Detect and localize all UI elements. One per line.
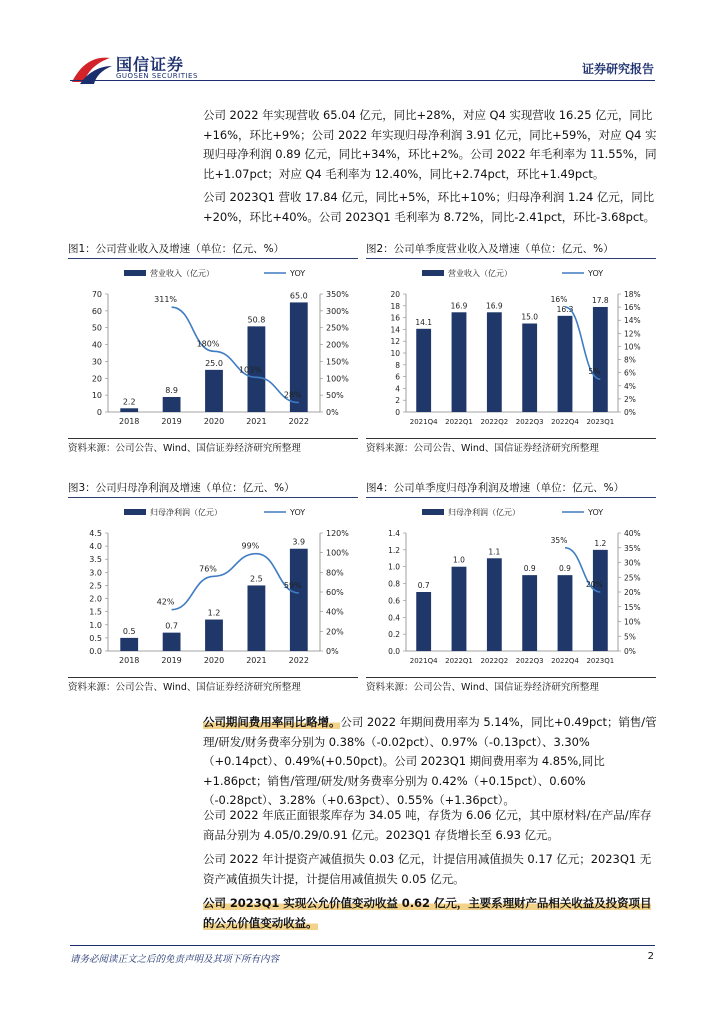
y-tick-label: 20 [390,290,400,299]
bar [558,575,573,651]
figure-title: 图1：公司营业收入及增速（单位：亿元、%） [68,240,358,259]
bar-value-label: 25.0 [205,358,223,368]
paragraph-inventory [203,806,658,845]
y2-tick-label: 25% [624,573,641,583]
y2-tick-label: 50% [326,391,344,401]
paragraph-text: 公司 2022 年实现营收 65.04 亿元，同比+28%，对应 Q4 实现营收 16.25 亿元，同比+16%，环比+9%；公司 2022 年实现归母净利润 3.91 亿元，同比+59%，对应 Q4 实现归母净利润 0.89 亿元，同比+34%，环比+2%。公司 2022 年毛利率为 11.55%，同比+1.07pct；对应 Q4 毛利率为 12.40%，同比+2.74pct，环比+1.49pct。 [203,108,657,181]
report-type: 证券研究报告 [581,62,654,76]
legend-label-bar: 营业收入（亿元） [448,269,512,278]
legend-swatch-bar [124,270,146,276]
footer-divider [70,945,655,946]
yoy-value-label: 42% [156,597,175,607]
yoy-value-label: 16% [550,295,568,305]
y-tick-label: 30 [91,357,102,367]
bar [558,316,573,412]
y-tick-label: 3.5 [89,555,102,565]
bar-value-label: 0.9 [559,564,571,574]
bar-value-label: 16.9 [485,301,503,311]
yoy-value-label: 20% [585,580,603,589]
paragraph-body: 公司 2022 年期间费用率为 5.14%，同比+0.49pct；销售/管理/研发/财务费率分别为 0.38%（-0.02pct）、0.97%（-0.13pct）、3.30%（+0.14pct）、0.49%(+0.50pct)。公司 2023Q1 期间费用率为 4.85%,同比+1.86pct；销售/管理/研发/财务费率分别为 0.42%（+0.15pct）、0.60%（-0.28pct）、3.28%（+0.63pct）、0.55%（+1.36pct）。 [203,715,657,807]
y2-tick-label: 30% [624,558,641,568]
bar-value-label: 0.7 [165,621,178,631]
y2-tick-label: 0% [624,408,636,417]
y2-tick-label: 16% [624,303,641,313]
bar [593,307,608,412]
x-tick-label: 2023Q1 [586,418,615,426]
y2-tick-label: 40% [326,607,344,617]
y-tick-label: 0.2 [388,630,400,640]
header-divider [70,80,655,81]
bar-value-label: 2.5 [250,574,263,584]
paragraph-text: 公司 2023Q1 营收 17.84 亿元，同比+5%，环比+10%；归母净利润 1.24 亿元，同比+20%，环比+40%。公司 2023Q1 毛利率为 8.72%，同比-2.41pct，环比-3.68pct。 [203,190,656,224]
y2-tick-label: 2% [624,394,636,404]
bar [487,312,502,412]
y-tick-label: 0.4 [388,613,400,623]
figure-title: 图3：公司归母净利润及增速（单位：亿元、%） [68,479,358,498]
y-tick-label: 2.5 [89,581,102,591]
x-tick-label: 2022Q4 [551,657,579,665]
y-tick-label: 70 [91,290,102,299]
legend-label-line: YOY [588,508,604,517]
y2-tick-label: 5% [624,632,636,642]
figure-source: 资料来源：公司公告、Wind、国信证券经济研究所整理 [366,677,656,695]
y-tick-label: 4 [395,384,400,394]
y-tick-label: 4.0 [89,542,102,552]
y-tick-label: 14 [390,325,400,335]
yoy-value-label: 35% [550,535,568,545]
y2-tick-label: 6% [624,368,636,378]
yoy-value-label: 103% [238,365,262,375]
y-tick-label: 1.5 [89,607,102,617]
legend-swatch-bar [124,509,146,515]
y2-tick-label: 10% [624,342,641,352]
x-tick-label: 2022Q3 [515,418,544,426]
x-tick-label: 2021Q4 [409,418,438,426]
bar-value-label: 0.9 [523,564,536,574]
y-tick-label: 4.5 [89,529,102,538]
x-tick-label: 2022 [288,417,309,426]
x-tick-label: 2021Q4 [409,657,438,665]
bar-value-label: 0.7 [417,581,430,590]
x-tick-label: 2018 [119,417,140,426]
y-tick-label: 0 [395,408,400,417]
y-tick-label: 10 [390,349,400,358]
bar-value-label: 16.9 [450,301,468,311]
legend-label-bar: 归母净利润（亿元） [150,508,222,517]
y-tick-label: 3.0 [89,568,102,578]
bar-value-label: 3.9 [292,537,306,547]
y-tick-label: 8 [395,360,400,370]
y-tick-label: 16 [390,313,400,323]
bar [452,312,467,412]
x-tick-label: 2020 [203,417,225,426]
bar-value-label: 1.1 [488,547,501,557]
yoy-value-label: 311% [154,295,178,305]
company-name-cn: 国信证券 [116,55,185,74]
bar-value-label: 1.0 [453,555,465,565]
paragraph-highlight: 公司 2023Q1 实现公允价值变动收益 0.62 亿元，主要系理财产品相关收益及投资项目的公允价值变动收益。 [203,896,652,930]
x-tick-label: 2021 [246,417,267,426]
yoy-value-label: 180% [196,339,220,349]
y2-tick-label: 120% [326,529,349,538]
y2-tick-label: 100% [326,548,349,558]
y2-tick-label: 0% [624,647,636,656]
x-tick-label: 2019 [161,417,182,426]
bar-value-label: 15.0 [521,312,539,322]
y-tick-label: 2.0 [89,594,102,604]
legend-label-line: YOY [290,269,306,278]
y2-tick-label: 4% [624,381,636,391]
x-tick-label: 2018 [119,656,140,665]
y2-tick-label: 10% [624,617,641,627]
x-tick-label: 2022Q1 [445,418,473,426]
chart-revenue-annual [68,262,358,436]
bar [163,397,181,412]
paragraph-text [203,713,658,811]
figure-3 [68,479,358,699]
legend-label-line: YOY [588,269,604,278]
y2-tick-label: 0% [326,408,339,417]
x-tick-label: 2020 [203,656,225,665]
x-tick-label: 2022Q3 [515,657,544,665]
yoy-line [172,554,299,610]
bar-value-label: 65.0 [289,291,308,301]
y-tick-label: 0.8 [388,579,400,589]
x-tick-label: 2022 [288,656,309,665]
paragraph-expense-ratio [203,713,658,811]
bar [120,408,138,412]
y2-tick-label: 250% [326,323,349,333]
y-tick-label: 40 [91,340,102,350]
bar [120,638,138,651]
bar-value-label: 16.3 [556,304,574,314]
y2-tick-label: 60% [326,588,344,597]
bar-value-label: 1.2 [207,608,221,618]
figure-source: 资料来源：公司公告、Wind、国信证券经济研究所整理 [68,438,358,456]
x-tick-label: 2022Q4 [551,418,579,426]
y-tick-label: 50 [91,323,102,333]
chart-net-profit-annual [68,501,358,675]
paragraph-text: 公司 2022 年底正面银浆库存为 34.05 吨，存货为 6.06 亿元，其中原材料/在产品/库存商品分别为 4.05/0.29/0.91 亿元。2023Q1 存货增长至 6.93 亿元。 [203,808,652,842]
x-tick-label: 2022Q2 [480,418,509,426]
figure-4 [366,479,656,699]
bar [452,567,467,651]
bar-value-label: 17.8 [591,295,609,305]
bar [163,633,181,651]
legend-label-bar: 归母净利润（亿元） [448,508,520,517]
bar [290,549,308,651]
paragraph-2022-results [203,106,658,184]
y-tick-label: 1.2 [388,545,400,555]
y2-tick-label: 0% [326,647,339,656]
bar [522,324,537,413]
paragraph-text: 公司 2022 年计提资产减值损失 0.03 亿元，计提信用减值损失 0.17 亿元；2023Q1 无资产减值损失计提，计提信用减值损失 0.05 亿元。 [203,852,652,886]
bar [416,592,431,651]
bar [593,550,608,651]
y2-tick-label: 20% [326,627,344,637]
y-tick-label: 12 [390,337,400,347]
y2-tick-label: 150% [326,357,349,367]
bar [247,585,265,651]
yoy-value-label: 28% [283,390,302,400]
y2-tick-label: 15% [624,602,641,612]
x-tick-label: 2022Q2 [480,657,509,665]
chart-revenue-quarterly [366,262,656,436]
bar [487,558,502,651]
y-tick-label: 1.0 [89,620,102,630]
y2-tick-label: 8% [624,355,636,365]
bar [205,620,223,651]
y2-tick-label: 14% [624,316,641,326]
legend-label-bar: 营业收入（亿元） [150,269,214,278]
y2-tick-label: 18% [624,290,641,299]
bar-value-label: 50.8 [247,315,266,325]
y-tick-label: 1.4 [388,529,400,538]
paragraph-fair-value [203,894,658,933]
y2-tick-label: 200% [326,340,349,350]
figure-title: 图2：公司单季度营业收入及增速（单位：亿元、%） [366,240,656,259]
paragraph-impairment [203,850,658,889]
bar [522,575,537,651]
company-name-en: GUOSEN SECURITIES [116,72,198,80]
figure-source: 资料来源：公司公告、Wind、国信证券经济研究所整理 [366,438,656,456]
paragraph-lead: 公司期间费用率同比略增。 [203,715,341,729]
y2-tick-label: 35% [624,543,641,553]
y-tick-label: 60 [91,306,102,316]
y-tick-label: 18 [390,301,400,311]
y2-tick-label: 80% [326,568,344,578]
x-tick-label: 2023Q1 [586,657,615,665]
bar-value-label: 14.1 [415,317,433,327]
yoy-line [172,307,299,402]
y2-tick-label: 100% [326,374,349,384]
bar [205,370,223,412]
bar-value-label: 1.2 [594,538,607,548]
x-tick-label: 2021 [246,656,267,665]
legend-swatch-bar [422,509,444,515]
y2-tick-label: 40% [624,529,641,538]
figure-title: 图4：公司单季度归母净利润及增速（单位：亿元、%） [366,479,656,498]
yoy-value-label: 76% [199,564,217,574]
bar-value-label: 0.5 [122,626,136,636]
y-tick-label: 6 [395,372,400,382]
y-tick-label: 0.0 [388,647,400,656]
paragraph-text [203,894,658,933]
yoy-value-label: 5% [588,367,601,377]
chart-net-profit-quarterly [366,501,656,675]
legend-swatch-bar [422,270,444,276]
figure-2 [366,240,656,460]
x-tick-label: 2019 [161,656,182,665]
y-tick-label: 10 [91,391,102,401]
bar-value-label: 2.2 [122,397,136,407]
y-tick-label: 0.0 [89,647,102,656]
bar-value-label: 8.9 [165,385,178,395]
y-tick-label: 0.6 [388,596,400,606]
yoy-value-label: 59% [283,580,302,590]
legend-label-line: YOY [290,508,306,517]
x-tick-label: 2022Q1 [445,657,473,665]
figure-source: 资料来源：公司公告、Wind、国信证券经济研究所整理 [68,677,358,695]
page-number: 2 [647,951,654,962]
y-tick-label: 2 [395,396,400,406]
y-tick-label: 0 [96,408,102,417]
yoy-value-label: 99% [241,541,260,551]
y2-tick-label: 300% [326,306,349,316]
figure-1 [68,240,358,460]
y-tick-label: 0.5 [89,633,102,643]
y2-tick-label: 350% [326,290,349,299]
y-tick-label: 20 [91,374,102,384]
y2-tick-label: 12% [624,329,641,339]
y2-tick-label: 20% [624,588,641,597]
footer-disclaimer: 请务必阅读正文之后的免责声明及其项下所有内容 [70,954,280,965]
paragraph-2023q1-results [203,188,658,227]
y-tick-label: 1.0 [388,562,400,572]
bar [416,329,431,412]
